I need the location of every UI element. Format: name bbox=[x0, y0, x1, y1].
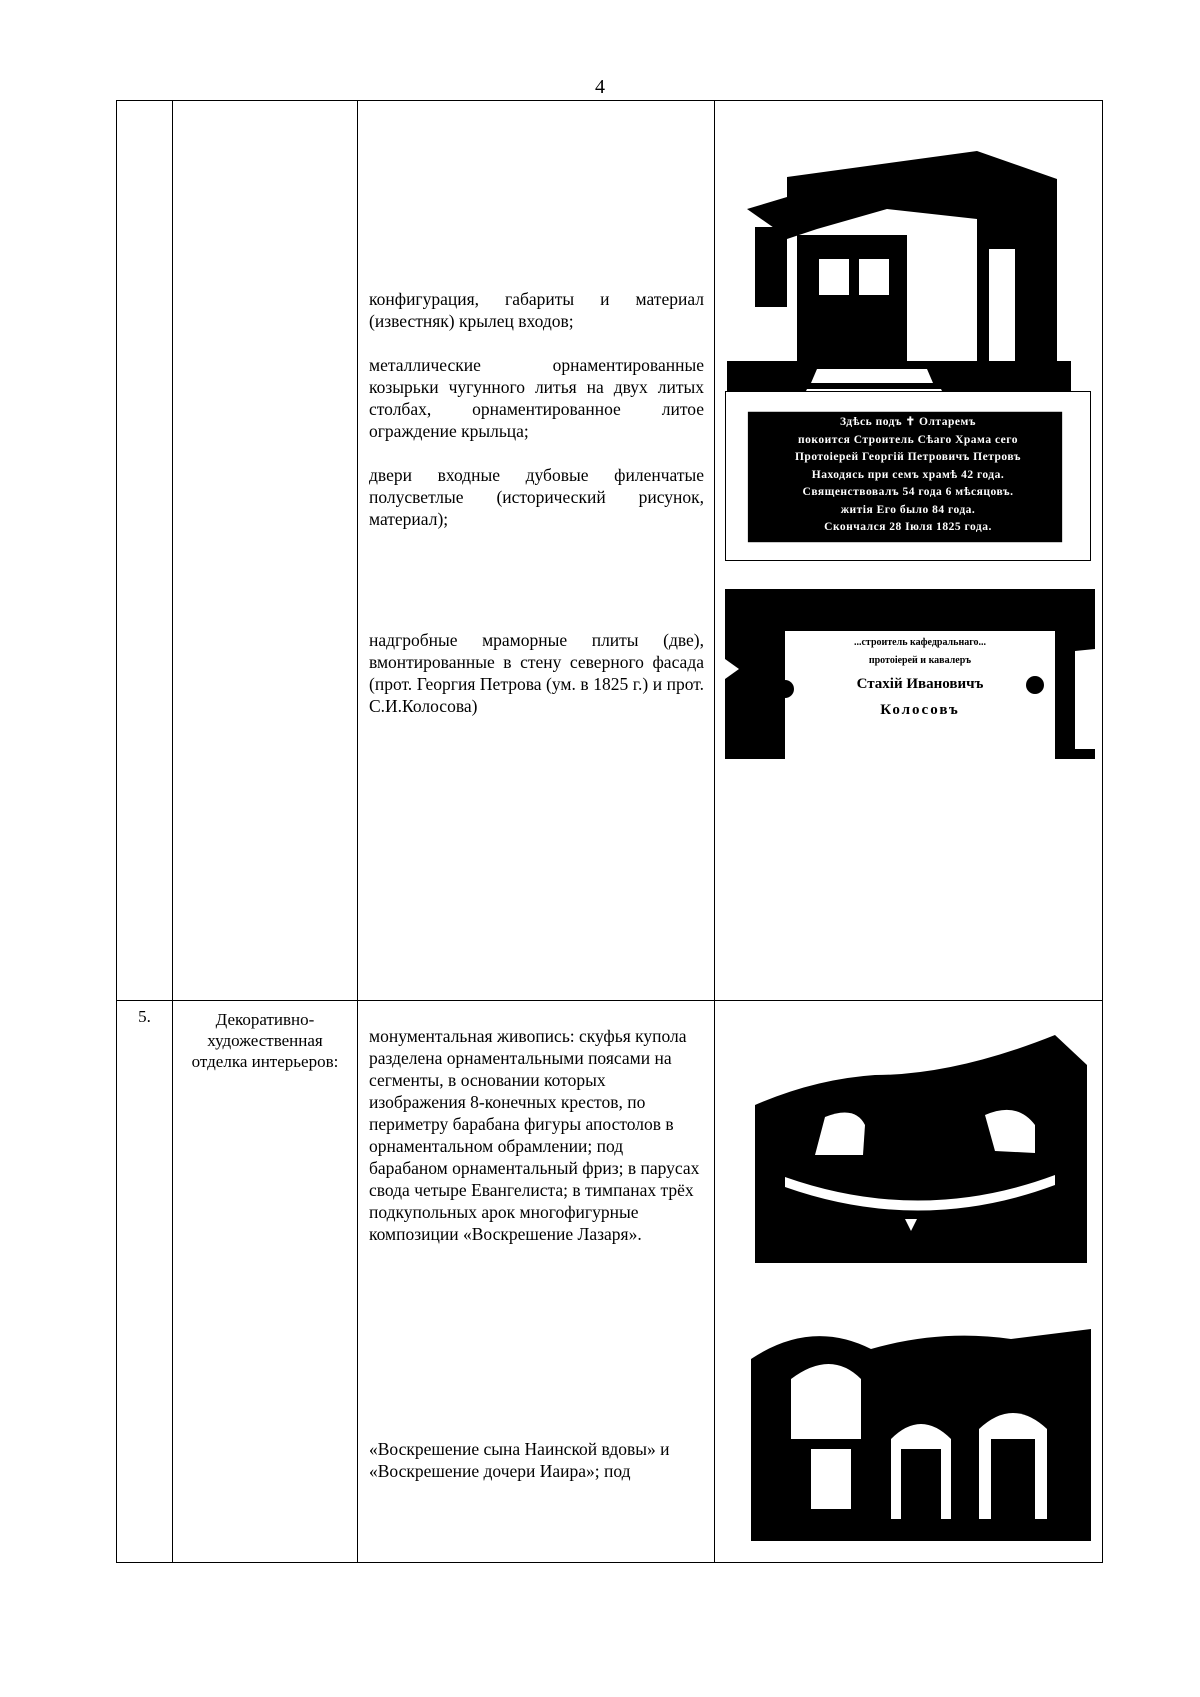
table-row bbox=[117, 1001, 1103, 1563]
slab-1-line: Протоiерей Георгiй Петровичъ Петровъ bbox=[794, 451, 1022, 463]
description-paragraph: металлические орнаментированные козырьки чугунного литья на двух литых столбах, орнаментированное литое ограждение крыльца; bbox=[369, 355, 704, 441]
tombstone-slab-2-photo bbox=[725, 589, 1095, 759]
slab-1-line: Здѣсь подъ ✝ Олтаремъ bbox=[840, 416, 976, 428]
row-number: 5. bbox=[117, 1001, 173, 1563]
slab-2-line: протоiерей и кавалеръ bbox=[868, 655, 972, 666]
slab-1-line: житiя Его было 84 года. bbox=[840, 503, 976, 516]
objects-table bbox=[116, 100, 1103, 1563]
description-paragraph: двери входные дубовые филенчатые полусветлые (исторический рисунок, материал); bbox=[369, 465, 704, 529]
slab-2-line: Колосовъ bbox=[880, 702, 960, 718]
description-paragraph: надгробные мраморные плиты (две), вмонтированные в стену северного фасада (прот. Георгия Петрова (ум. в 1825 г.) и прот. С.И.Колосова) bbox=[369, 630, 704, 716]
slab-2-line: Стахiй Ивановичъ bbox=[856, 676, 984, 692]
row-element bbox=[173, 101, 358, 1001]
porch-photo bbox=[727, 139, 1071, 407]
slab-1-line: Священствовалъ 54 года 6 мѣсяцовъ. bbox=[802, 486, 1014, 498]
dome-photo bbox=[755, 1035, 1087, 1263]
table-row bbox=[117, 101, 1103, 1001]
description-cell bbox=[358, 1001, 715, 1563]
tombstone-slab-1-photo bbox=[725, 391, 1091, 561]
description-paragraph: монументальная живопись: скуфья купола разделена орнаментальными поясами на сегменты, в основании которых изображения 8-конечных крестов, по периметру барабана фигуры апостолов в орнаментальном обрамлении; под барабаном орнаментальный фриз; в парусах свода четыре Евангелиста; в тимпанах трёх подкупольных арок многофигурные композиции «Воскрешение Лазаря». bbox=[369, 1026, 700, 1244]
description-cell bbox=[358, 101, 715, 1001]
description-paragraph: «Воскрешение сына Наинской вдовы» и «Воскрешение дочери Иаира»; под bbox=[369, 1439, 670, 1481]
photo-cell bbox=[715, 101, 1103, 1001]
slab-2-inscription bbox=[795, 635, 1045, 723]
row-element: Декоративно-художественная отделка интерьеров: bbox=[173, 1001, 358, 1563]
slab-2-line: ...строитель кафедральнаго... bbox=[853, 637, 987, 648]
description-paragraph: конфигурация, габариты и материал (известняк) крылец входов; bbox=[369, 289, 704, 331]
slab-1-line: Находясь при семъ храмѣ 42 года. bbox=[811, 468, 1005, 481]
interior-photo bbox=[751, 1319, 1091, 1541]
slab-1-line: покоится Строитель Сѣаго Храма сего bbox=[798, 433, 1018, 446]
photo-cell bbox=[715, 1001, 1103, 1563]
slab-1-line: Скончался 28 Iюля 1825 года. bbox=[824, 521, 992, 533]
row-number bbox=[117, 101, 173, 1001]
page-number: 4 bbox=[595, 76, 605, 98]
slab-1-inscription bbox=[752, 414, 1064, 537]
